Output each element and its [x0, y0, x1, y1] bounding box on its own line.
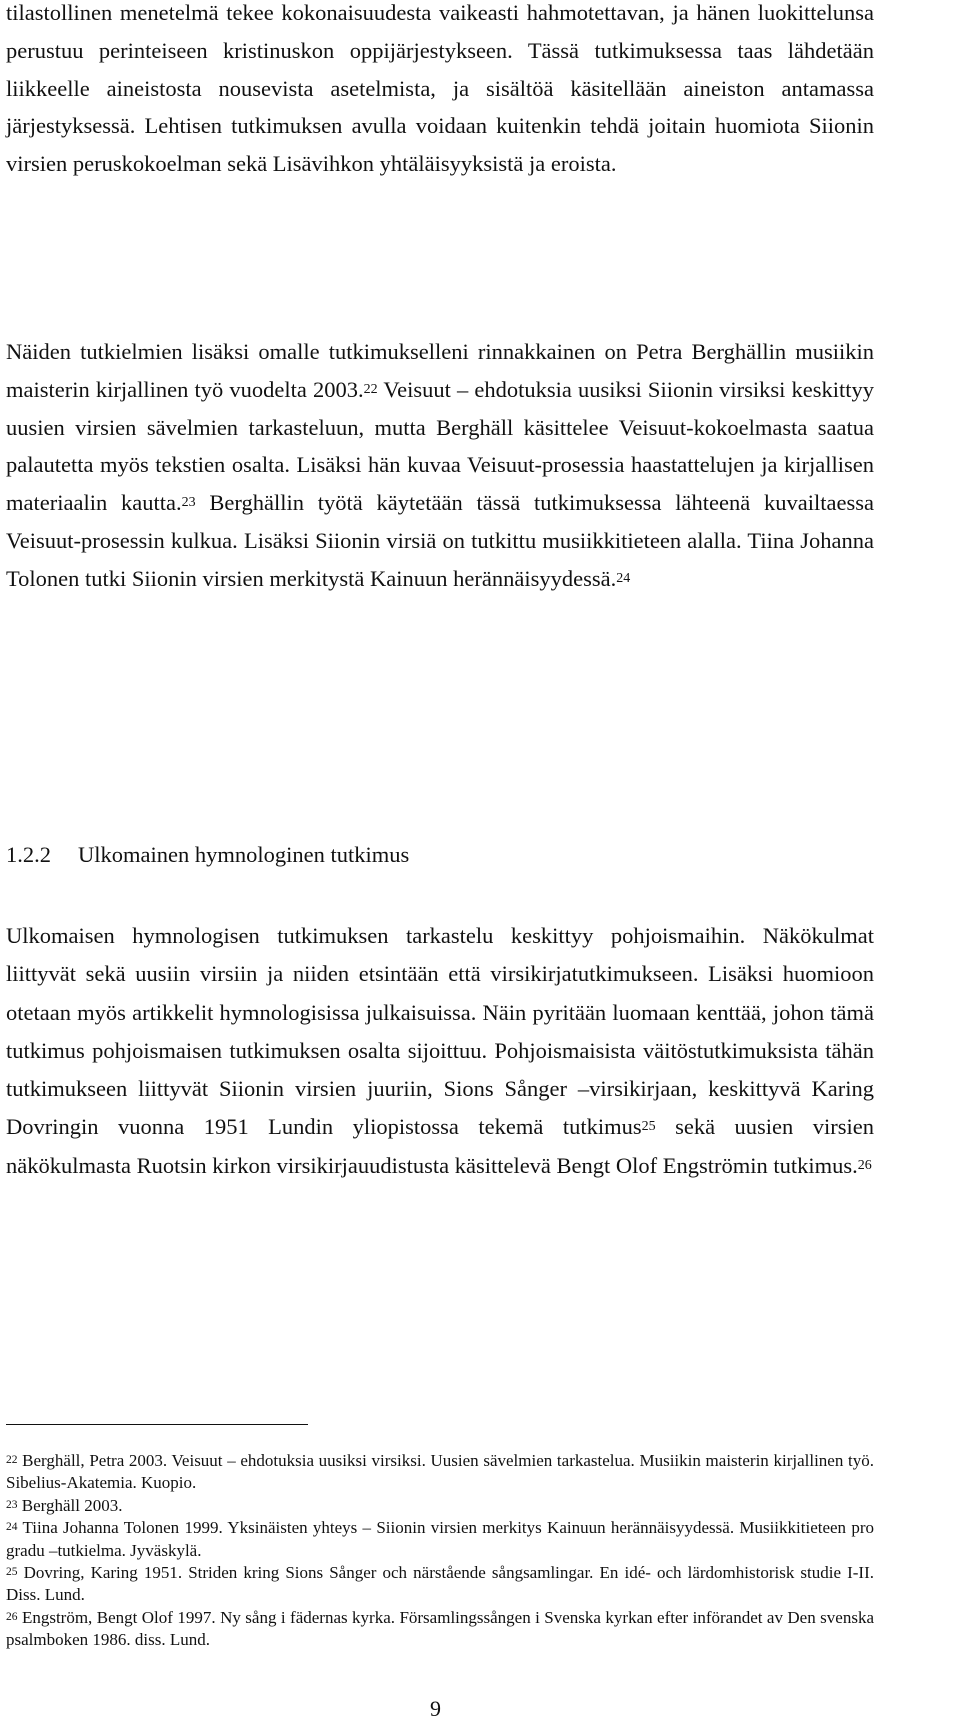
footnote-number: 26 [6, 1610, 18, 1623]
footnote-text: Dovring, Karing 1951. Striden kring Sions Sånger och närstående sångsamlingar. En idé- och lärdomhistorisk studie I-II. Diss. Lund. [6, 1563, 874, 1605]
footnote-number: 23 [6, 1498, 18, 1511]
footnote-number: 22 [6, 1454, 18, 1466]
paragraph-2 [6, 333, 874, 598]
footnote-ref-26[interactable]: 26 [857, 1157, 872, 1173]
section-title: Ulkomainen hymnologinen tutkimus [78, 842, 410, 867]
footnote-number: 25 [6, 1566, 18, 1579]
footnote-ref-25[interactable]: 25 [641, 1119, 656, 1135]
footnote-text: Tiina Johanna Tolonen 1999. Yksinäisten yhteys – Siionin virsien merkitys Kainuun herännäisyydessä. Musiikkitieteen pro gradu –tutkielma. Jyväskylä. [6, 1518, 874, 1560]
footnote-25 [6, 1562, 874, 1607]
footnote-26 [6, 1607, 874, 1652]
section-heading [6, 842, 409, 868]
footnote-number: 24 [6, 1521, 18, 1534]
paragraph-3-text-a: Ulkomaisen hymnologisen tutkimuksen tarkastelu keskittyy pohjoismaihin. Näkökulmat liittyvät sekä uusiin virsiin ja niiden etsintään että virsikirjatutkimukseen. Lisäksi huomioon otetaan myös artikkelit hymnologisissa julkaisuissa. Näin pyritään luomaan kenttää, johon tämä tutkimus pohjoismaisen tutkimuksen osalta sijoittuu. Pohjoismaisista väitöstutkimuksista tähän tutkimukseen liittyvät Siionin virsien juuriin, Sions Sånger –virsikirjaan, keskittyvä Karing Dovringin vuonna 1951 Lundin yliopistossa tekemä tutkimus [6, 923, 874, 1140]
footnote-24 [6, 1517, 874, 1562]
paragraph-2-text-c: Berghällin työtä käytetään tässä tutkimuksessa lähteenä kuvailtaessa Veisuut-prosessin kulkua. Lisäksi Siionin virsiä on tutkittu musiikkitieteen alalla. Tiina Johanna Tolonen tutki Siionin virsien merkitystä Kainuun herännäisyydessä. [6, 490, 875, 591]
section-number: 1.2.2 [6, 842, 51, 867]
footnote-22 [6, 1450, 874, 1495]
footnote-23 [6, 1495, 874, 1517]
footnote-text: Berghäll, Petra 2003. Veisuut – ehdotuksia uusiksi virsiksi. Uusien sävelmien tarkastelua. Musiikin maisterin kirjallinen työ. Sibelius-Akatemia. Kuopio. [6, 1451, 874, 1493]
paragraph-1: tilastollinen menetelmä tekee kokonaisuudesta vaikeasti hahmotettavan, ja hänen luokittelunsa perustuu perinteiseen kristinuskon oppijärjestykseen. Tässä tutkimuksessa taas lähdetään liikkeelle aineistosta nousevista asetelmista, ja sisältöä käsitellään aineiston antamassa järjestyksessä. Lehtisen tutkimuksen avulla voidaan kuitenkin tehdä joitain huomiota Siionin virsien peruskokoelman sekä Lisävihkon yhtäläisyyksistä ja eroista. [6, 0, 874, 177]
footnote-ref-24[interactable]: 24 [616, 570, 631, 586]
page-number: 9 [430, 1696, 441, 1721]
footnote-text: Engström, Bengt Olof 1997. Ny sång i fädernas kyrka. Församlingssången i Svenska kyrkan efter införandet av Den svenska psalmboken 1986. diss. Lund. [6, 1607, 874, 1650]
footnotes [6, 1450, 874, 1652]
paragraph-3 [6, 917, 874, 1185]
footnote-ref-22[interactable]: 22 [363, 381, 378, 397]
paragraph-2-text-a: Näiden tutkielmien lisäksi omalle tutkimukselleni rinnakkainen on Petra Berghällin musiikin maisterin kirjallinen työ vuodelta 2003. [6, 339, 874, 402]
footnote-ref-23[interactable]: 23 [181, 495, 196, 511]
paragraph-3-text-b: sekä uusien virsien näkökulmasta Ruotsin kirkon virsikirjauudistusta käsittelevä Bengt Olof Engströmin tutkimus. [6, 1114, 874, 1178]
footnote-divider [6, 1424, 308, 1425]
footnote-text: Berghäll 2003. [17, 1495, 123, 1515]
paragraph-2-text-b: Veisuut – ehdotuksia uusiksi Siionin virsiksi keskittyy uusien virsien sävelmien tarkasteluun, mutta Berghäll käsittelee Veisuut-kokoelmasta saatua palautetta myös tekstien osalta. Lisäksi hän kuvaa Veisuut-prosessia haastattelujen ja kirjallisen materiaalin kautta. [6, 376, 874, 516]
